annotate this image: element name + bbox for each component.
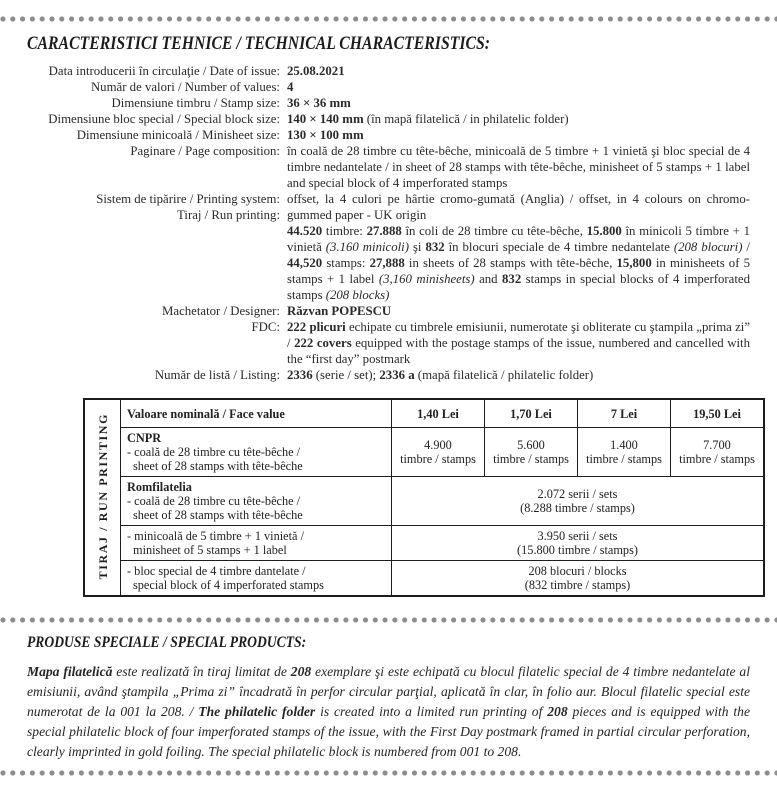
special-products-heading: PRODUSE SPECIALE / SPECIAL PRODUCTS:	[27, 634, 307, 651]
spec-label: Data introducerii în circulaţie / Date of issue:	[48, 64, 280, 78]
special-block-description-cell	[121, 561, 392, 597]
face-value-header: Valoare nominală / Face value	[121, 399, 392, 428]
spec-label: Dimensiune bloc special / Special block size:	[48, 112, 280, 126]
text-segment: stamps in special blocks of 4 imperforated stamps	[287, 272, 750, 302]
text-segment: equipped with the postage stamps of the issue, numbered and cancelled with the “first day” postmark	[287, 336, 750, 366]
text-segment: The philatelic folder	[198, 704, 316, 719]
row-line: - minicoală de 5 timbre + 1 vinietă /	[127, 529, 304, 543]
text-segment: şi	[409, 240, 426, 254]
text-segment: in sheets of 28 stamps with tête-bêche,	[404, 256, 617, 270]
row-line: - bloc special de 4 timbre dantelate /	[127, 564, 306, 578]
sets-cell	[392, 526, 765, 561]
spec-value-printing	[287, 191, 750, 303]
spec-value	[287, 303, 750, 319]
technical-characteristics-list	[27, 63, 750, 383]
denomination-header: 1,70 Lei	[485, 399, 578, 428]
sets-cell	[392, 477, 765, 526]
cnpr-description-cell	[121, 428, 392, 477]
quantity-unit: timbre / stamps	[400, 452, 476, 466]
text-segment: 15.800	[586, 224, 622, 238]
quantity-amount: 7.700	[703, 438, 731, 452]
text-segment: 27.888	[366, 224, 402, 238]
text-segment: (3,160 minisheets)	[378, 272, 475, 286]
romfilatelia-description-cell	[121, 477, 392, 526]
quantity-cell	[392, 428, 485, 477]
denomination-header: 7 Lei	[578, 399, 671, 428]
table-row-minisheet	[84, 526, 764, 561]
spec-label: Dimensiune timbru / Stamp size:	[111, 96, 280, 110]
table-row-cnpr	[84, 428, 764, 477]
text-segment: în coli de 28 timbre cu tête-bêche,	[401, 224, 587, 238]
text-segment: (serie / set);	[312, 368, 380, 382]
run-printing-table	[83, 398, 765, 597]
text-segment: 15,800	[616, 256, 652, 270]
special-products-paragraph	[27, 662, 750, 762]
text-segment: în minicoli 5 timbre + 1 vinietă	[287, 224, 750, 254]
text-segment: echipate cu timbrele emisiunii, numerotate şi obliterate cu ştampila „prima zi” /	[287, 320, 750, 350]
text-segment: 44,520	[287, 256, 323, 270]
row-title: Romfilatelia	[127, 480, 192, 494]
text-segment: is created into a limited run printing of	[315, 704, 548, 719]
text-segment: 25.08.2021	[287, 64, 345, 78]
sets-stamps: (8.288 timbre / stamps)	[520, 501, 635, 515]
minisheet-description-cell	[121, 526, 392, 561]
row-line: sheet of 28 stamps with tête-bêche	[133, 508, 303, 522]
text-segment: în blocuri speciale de 4 timbre nedantelate	[444, 240, 674, 254]
row-line: - coală de 28 timbre cu tête-bêche /	[127, 494, 301, 508]
text-segment: 222 covers	[294, 336, 352, 350]
blocks-cell	[392, 561, 765, 597]
spec-label: Machetator / Designer:	[162, 304, 280, 318]
spec-label: Număr de valori / Number of values:	[90, 80, 280, 94]
spec-label: Paginare / Page composition:	[130, 144, 280, 158]
quantity-amount: 4.900	[424, 438, 452, 452]
row-line: minisheet of 5 stamps + 1 label	[133, 543, 287, 557]
text-segment: timbre:	[322, 224, 367, 238]
quantity-cell	[578, 428, 671, 477]
table-side-label-cell	[84, 399, 121, 596]
side-label: TIRAJ / RUN PRINTING	[95, 412, 110, 580]
text-segment: 208	[290, 664, 312, 679]
text-segment: 2336 a	[379, 368, 415, 382]
table-header-row	[84, 399, 764, 428]
text-segment: Mapa filatelică	[27, 664, 113, 679]
text-segment: în coală de 28 timbre cu tête-bêche, minicoală de 5 timbre + 1 vinietă şi bloc special de 4 timbre nedantelate / in sheet of 28 stamps with tête-bêche, minisheet of 5 stamps + 1 label and special block of 4 imperforated stamps	[287, 144, 750, 190]
text-segment: exemplare şi este echipată cu blocul filatelic special de 4 timbre nedantelate al emisiunii, având ştampila „Prima zi” încadrată în perfor circular parţial, aplicată în clar, în folio aur. Blocul filatelic special este numerotat de la 001 la 208. /	[27, 664, 750, 719]
text-segment: (în mapă filatelică / in philatelic folder)	[363, 112, 569, 126]
table-row-romfilatelia	[84, 477, 764, 526]
spec-value	[287, 95, 750, 111]
text-segment: este realizată în tiraj limitat de	[112, 664, 291, 679]
text-segment: in minisheets of 5 stamps + 1 label	[287, 256, 750, 286]
perforation-border-top	[0, 16, 777, 22]
text-segment: (3.160 minicoli)	[325, 240, 409, 254]
spec-label-printing	[27, 191, 280, 303]
spec-value	[287, 111, 750, 127]
spec-label: Număr de listă / Listing:	[154, 368, 280, 382]
spec-label: Dimensiune minicoală / Minisheet size:	[76, 128, 280, 142]
printing-system-value	[287, 191, 750, 223]
text-segment: 222 plicuri	[287, 320, 346, 334]
text-segment: offset, la 4 culori pe hârtie cromo-gumată (Anglia) / offset, in 4 colours on chromo-gummed paper - UK origin	[287, 192, 750, 222]
row-line: sheet of 28 stamps with tête-bêche	[133, 459, 303, 473]
text-segment: /	[742, 240, 750, 254]
row-line: - coală de 28 timbre cu tête-bêche /	[127, 445, 301, 459]
text-segment: 140 × 140 mm	[287, 112, 364, 126]
table-row-special-block	[84, 561, 764, 597]
text-segment: 130 × 100 mm	[287, 128, 364, 142]
page-title: CARACTERISTICI TEHNICE / TECHNICAL CHARACTERISTICS:	[27, 33, 491, 54]
text-segment: 832	[425, 240, 445, 254]
sets-amount: 2.072 serii / sets	[537, 487, 618, 501]
perforation-border-bottom	[0, 770, 777, 776]
blocks-amount: 208 blocuri / blocks	[528, 564, 627, 578]
denomination-header: 19,50 Lei	[671, 399, 765, 428]
text-segment: 44.520	[287, 224, 323, 238]
text-segment: 27,888	[369, 256, 405, 270]
text-segment: (208 blocuri)	[673, 240, 743, 254]
text-segment: 832	[502, 272, 522, 286]
text-segment: (208 blocks)	[325, 288, 390, 302]
text-segment: 4	[287, 80, 294, 94]
spec-label: FDC:	[251, 320, 280, 334]
quantity-cell	[485, 428, 578, 477]
text-segment: 36 × 36 mm	[287, 96, 351, 110]
denomination-header: 1,40 Lei	[392, 399, 485, 428]
row-title: CNPR	[127, 431, 162, 445]
sets-stamps: (15.800 timbre / stamps)	[517, 543, 638, 557]
spec-label: Tiraj / Run printing:	[177, 208, 280, 222]
text-segment: 2336	[287, 368, 313, 382]
spec-label: Sistem de tipărire / Printing system:	[96, 192, 280, 206]
text-segment: and	[474, 272, 503, 286]
text-segment: stamps:	[322, 256, 370, 270]
quantity-amount: 5.600	[517, 438, 545, 452]
sets-amount: 3.950 serii / sets	[537, 529, 618, 543]
spec-value	[287, 63, 750, 79]
text-segment: pieces and is equipped with the special philatelic block of four imperforated stamps of the issue, with the First Day postmark framed in partial circular perforation, clearly imprinted in gold foiling. The special philatelic block is numbered from 001 to 208.	[27, 704, 751, 759]
row-line: special block of 4 imperforated stamps	[133, 578, 324, 592]
spec-value	[287, 143, 750, 191]
blocks-stamps: (832 timbre / stamps)	[524, 578, 631, 592]
spec-value	[287, 79, 750, 95]
text-segment: Răzvan POPESCU	[287, 304, 392, 318]
quantity-unit: timbre / stamps	[586, 452, 662, 466]
spec-value	[287, 319, 750, 367]
run-printing-value	[287, 223, 750, 303]
spec-value	[287, 127, 750, 143]
spec-value	[287, 367, 750, 383]
quantity-cell	[671, 428, 765, 477]
quantity-amount: 1.400	[610, 438, 638, 452]
quantity-unit: timbre / stamps	[679, 452, 755, 466]
quantity-unit: timbre / stamps	[493, 452, 569, 466]
text-segment: 208	[547, 704, 568, 719]
perforation-border-middle	[0, 617, 777, 623]
text-segment: (mapă filatelică / philatelic folder)	[414, 368, 594, 382]
